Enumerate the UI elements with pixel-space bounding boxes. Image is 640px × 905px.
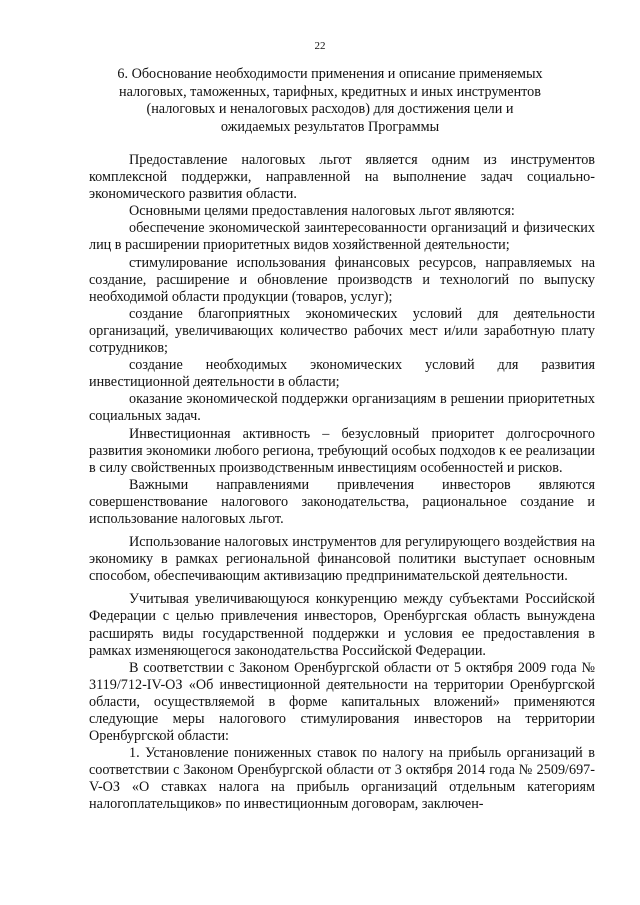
paragraph-goal-social-support: оказание экономической поддержки организациям в решении приоритетных социальных задач. — [89, 391, 595, 425]
paragraph-reduced-rates: 1. Установление пониженных ставок по налогу на прибыль организаций в соответствии с Законом Оренбургской области от 3 октября 2014 года № 2509/697-V-ОЗ «О ставках налога на прибыль организаций отдельным категориям налогоплательщиков» по инвестиционным договорам, заключен- — [89, 745, 595, 813]
paragraph-law-reference: В соответствии с Законом Оренбургской области от 5 октября 2009 года № 3119/712-IV-ОЗ «Об инвестиционной деятельности на территории Оренбургской области, осуществляемой в форме капитальных вложений» применяются следующие меры налогового стимулирования инвесторов на территории Оренбургской области: — [89, 659, 595, 745]
heading-line: (налоговых и неналоговых расходов) для достижения цели и — [146, 101, 514, 118]
paragraph-investment-activity: Инвестиционная активность – безусловный приоритет долгосрочного развития экономики любого региона, требующий особых подходов к ее реализации в силу свойственных производственным инвестициям особенностей и рисков. — [89, 425, 595, 476]
body-text — [89, 152, 595, 814]
paragraph-tax-benefits-intro: Предоставление налоговых льгот является одним из инструментов комплексной поддержки, направленной на выполнение задач социально-экономического развития области. — [89, 152, 595, 203]
paragraph-tax-instruments: Использование налоговых инструментов для регулирующего воздействия на экономику в рамках региональной финансовой политики выступает основным способом, обеспечивающим активизацию предпринимательской деятельности. — [89, 534, 595, 585]
paragraph-goal-economic-interest: обеспечение экономической заинтересованности организаций и физических лиц в расширении приоритетных видов хозяйственной деятельности; — [89, 220, 595, 254]
paragraph-goals-lead: Основными целями предоставления налоговых льгот являются: — [129, 203, 515, 220]
paragraph-goal-investment-conditions: создание необходимых экономических условий для развития инвестиционной деятельности в области; — [89, 357, 595, 391]
heading-line: 6. Обоснование необходимости применения и описание применяемых — [117, 66, 543, 82]
heading-line: налоговых, таможенных, тарифных, кредитных и иных инструментов — [119, 83, 541, 100]
section-heading — [100, 66, 560, 136]
page-number: 22 — [314, 40, 326, 52]
paragraph-goal-favorable-conditions: создание благоприятных экономических условий для деятельности организаций, увеличивающих количество рабочих мест и/или заработную плату сотрудников; — [89, 305, 595, 357]
heading-line: ожидаемых результатов Программы — [220, 118, 440, 135]
paragraph-goal-financial-resources: стимулирование использования финансовых ресурсов, направляемых на создание, расширение и обновление производств и технологий по выпуску необходимой области продукции (товаров, услуг); — [89, 254, 595, 305]
paragraph-investor-attraction: Важными направлениями привлечения инвесторов являются совершенствование налогового законодательства, рациональное создание и использование налоговых льгот. — [89, 476, 595, 527]
paragraph-competition: Учитывая увеличивающуюся конкуренцию между субъектами Российской Федерации с целью привлечения инвесторов, Оренбургская область вынуждена расширять виды государственной поддержки и условия ее предоставления в рамках изменяющегося законодательства Российской Федерации. — [89, 591, 595, 659]
